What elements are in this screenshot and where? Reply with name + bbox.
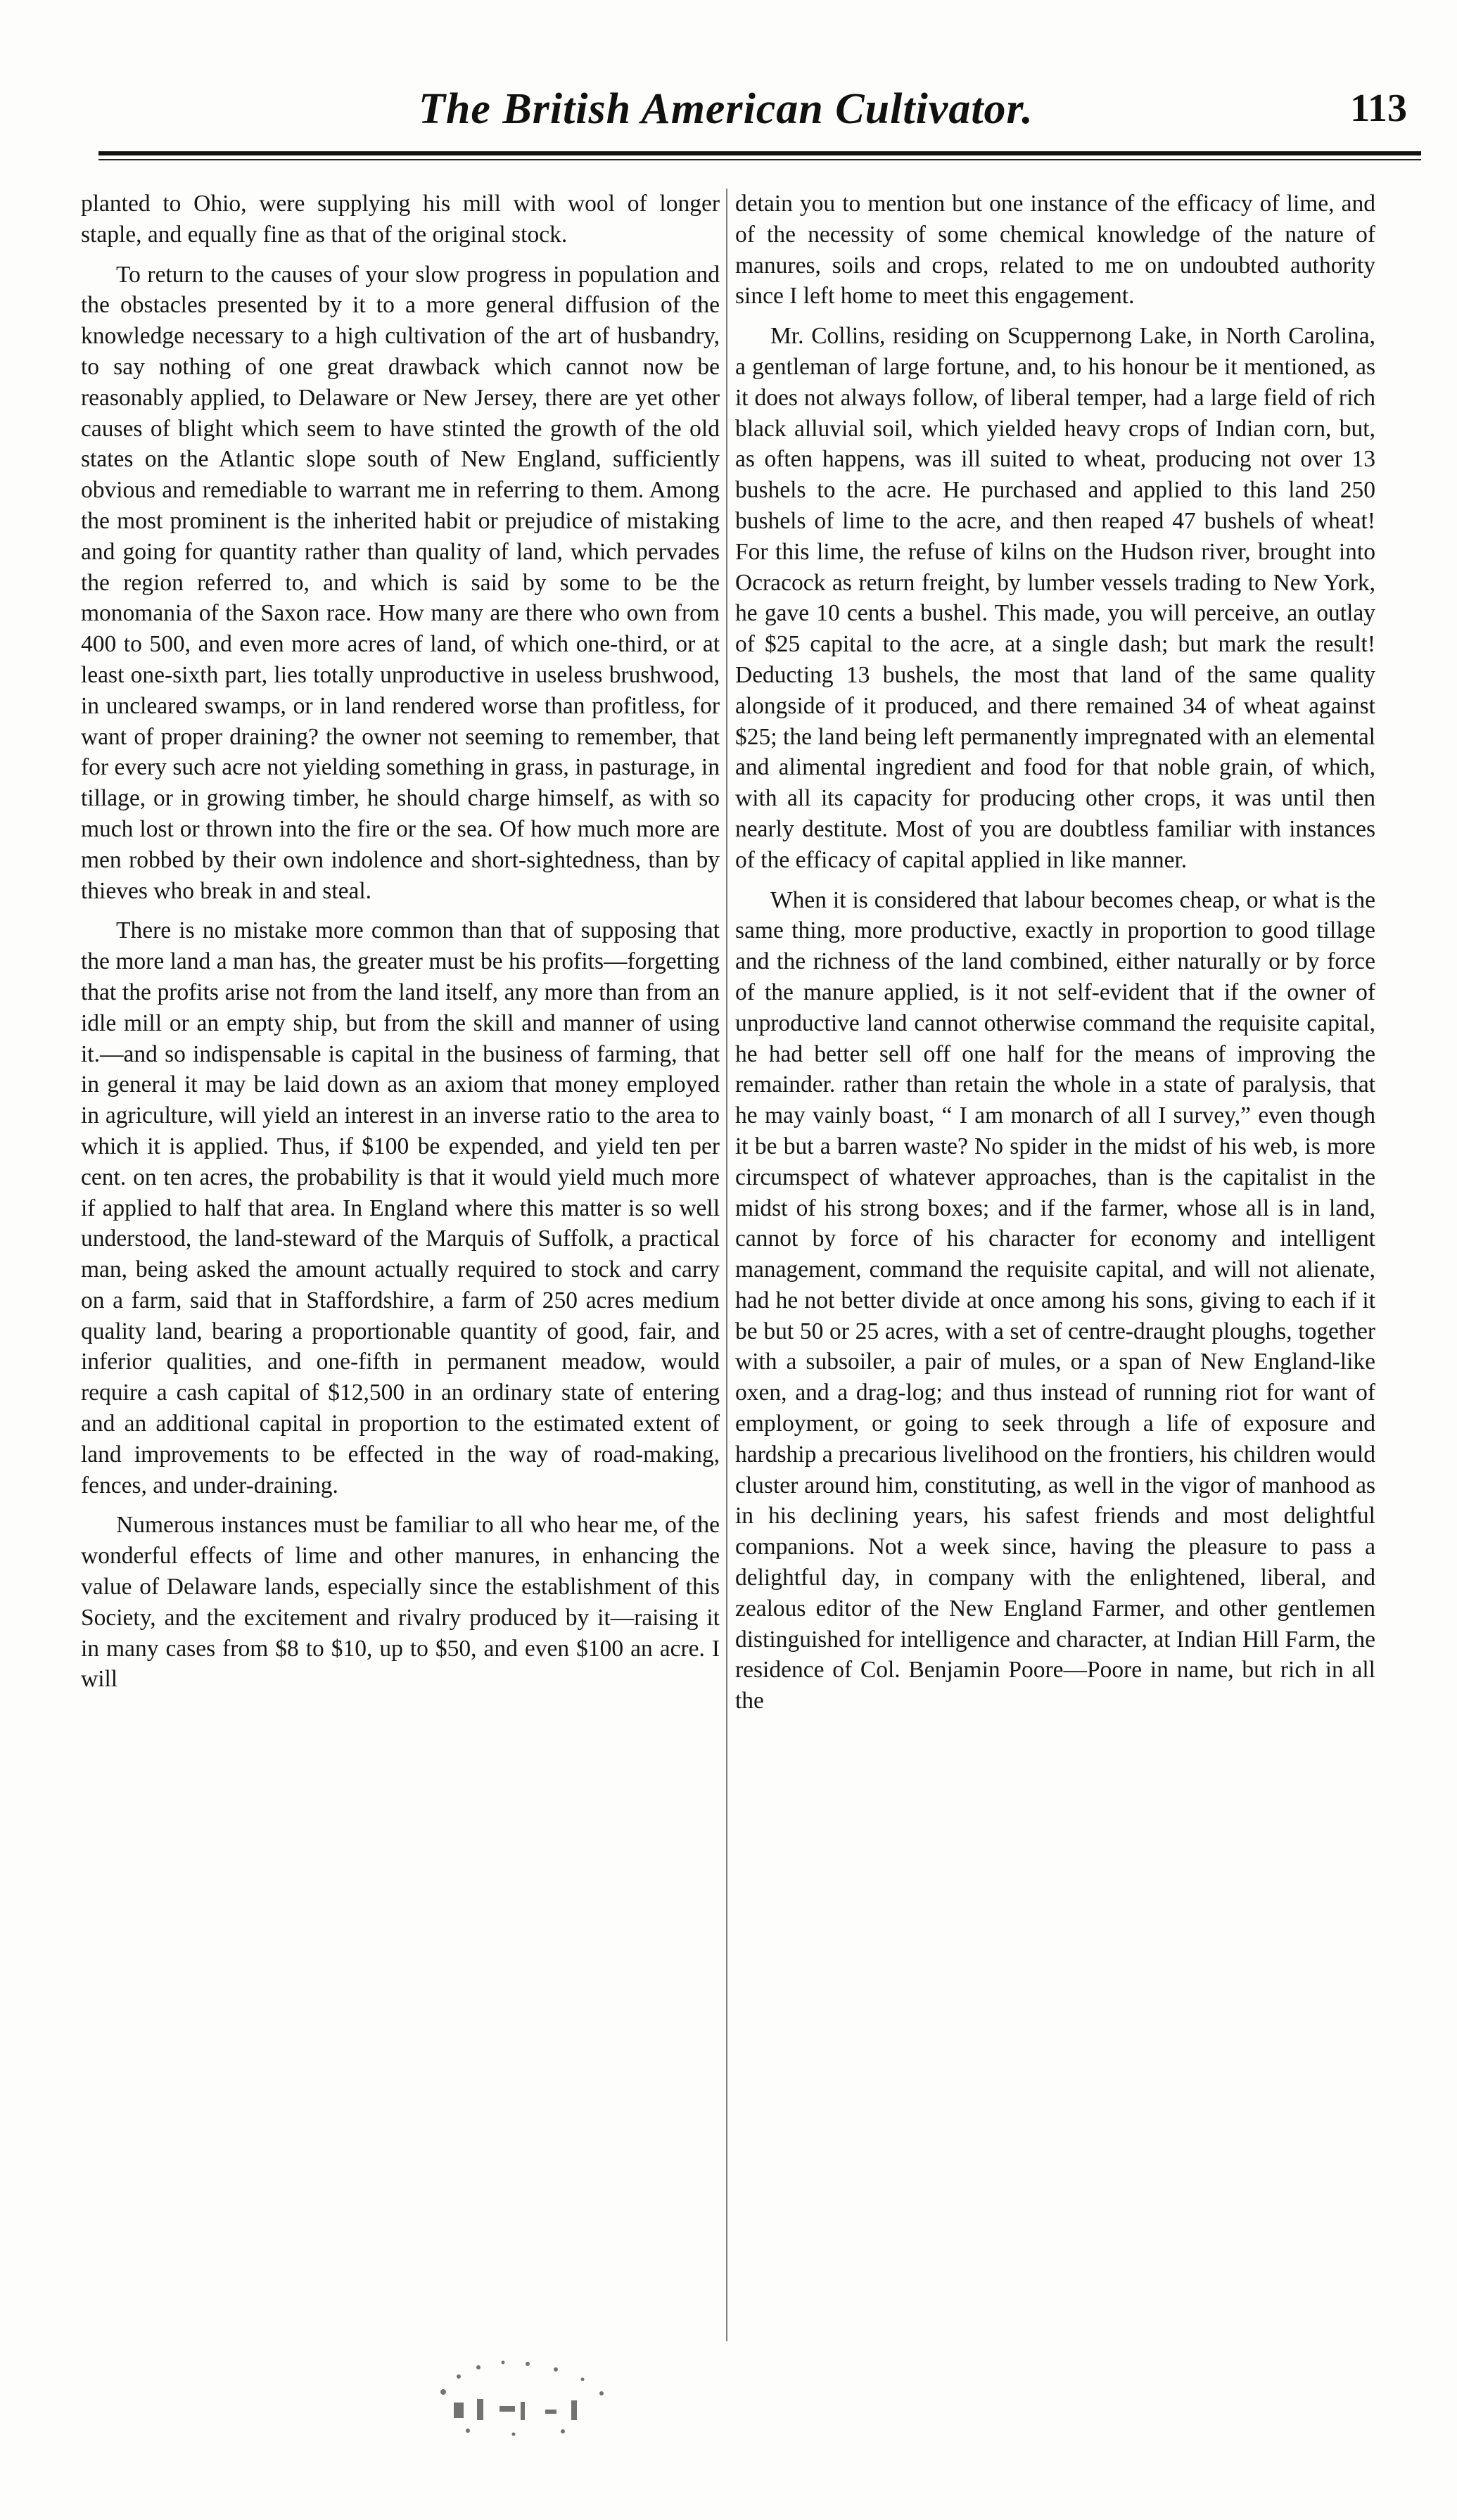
right-paragraph-3: When it is considered that labour becomes cheap, or what is the same thing, more productive, exactly in proportion to good tillage and the richness of the land combined, either naturally or by force of the manure applied, is it not self-evident that if the owner of unproductive land cannot otherwise command the requisite capital, he had better sell off one half for the means of improving the remainder. rather than retain the whole in a state of paralysis, that he may vainly boast, “ I am monarch of all I survey,” even though it be but a barren waste? No spider in the midst of his web, is more circumspect of whatever approaches, than is the capitalist in the midst of his strong boxes; and if the farmer, whose all is in land, cannot by force of his character for economy and intelligent management, command the requisite capital, and will not alienate, had he not better divide at once among his sons, giving to each if it be but 50 or 25 acres, with a set of centre-draught ploughs, together with a subsoiler, a pair of mules, or a span of New England-like oxen, and a drag-log; and thus instead of running riot for want of employment, or going to seek through a life of exposure and hardship a precarious livelihood on the frontiers, his children would cluster around him, constituting, as well in the vigor of manhood as in his declining years, his safest friends and most delightful companions. Not a week since, having the pleasure to pass a delightful day, in company with the enlightened, liberal, and zealous editor of the New England Farmer, and other gentlemen distinguished for intelligence and character, at Indian Hill Farm, the residence of Col. Benjamin Poore—Poore in name, but rich in all the	[735, 886, 1375, 1714]
left-paragraph-4: Numerous instances must be familiar to all who hear me, of the wonderful effects of lime and other manures, in enhancing the value of Delaware lands, especially since the establishment of this Society, and the excitement and rivalry produced by it—raising it in many cases from $8 to $10, up to $50, and even $100 an acre. I will	[81, 1512, 720, 1693]
page-header	[98, 84, 1421, 155]
column-divider	[726, 189, 727, 2341]
library-stamp-mark	[415, 2343, 647, 2455]
header-rule-thick	[98, 151, 1421, 155]
right-paragraph-1: detain you to mention but one instance of the efficacy of lime, and of the necessity of some chemical knowledge of the nature of manures, soils and crops, related to me on undoubted authority since I left home to meet this engagement.	[735, 191, 1375, 310]
header-rule-thin	[98, 159, 1421, 160]
left-column	[81, 189, 720, 2334]
right-paragraph-2: Mr. Collins, residing on Scuppernong Lake, in North Carolina, a gentleman of large fortune, and, to his honour be it mentioned, as it does not always follow, of liberal temper, had a large field of rich black alluvial soil, which yielded heavy crops of Indian corn, but, as often happens, was ill suited to wheat, producing not over 13 bushels to the acre. He purchased and applied to this land 250 bushels of lime to the acre, and then reaped 47 bushels of wheat! For this lime, the refuse of kilns on the Hudson river, brought into Ocracock as return freight, by lumber vessels trading to New York, he gave 10 cents a bushel. This made, you will perceive, an outlay of $25 capital to the acre, at a single dash; but mark the result! Deducting 13 bushels, the most that land of the same quality alongside of it produced, and there remained 34 of wheat against $25; the land being left permanently impregnated with an elemental and alimental ingredient and food for that noble grain, of which, with all its capacity for producing other crops, it was until then nearly destitute. Most of you are doubtless familiar with instances of the efficacy of capital applied in like manner.	[735, 323, 1375, 873]
right-column	[735, 189, 1375, 2334]
left-paragraph-2: To return to the causes of your slow progress in population and the obstacles presented by it to a more general diffusion of the knowledge necessary to a high cultivation of the art of husbandry, to say nothing of one great drawback which cannot now be reasonably applied, to Delaware or New Jersey, there are yet other causes of blight which seem to have stinted the growth of the old states on the Atlantic slope south of New England, sufficiently obvious and remediable to warrant me in referring to them. Among the most prominent is the inherited habit or prejudice of mistaking and going for quantity rather than quality of land, which pervades the region referred to, and which is said by some to be the monomania of the Saxon race. How many are there who own from 400 to 500, and even more acres of land, of which one-third, or at least one-sixth part, lies totally unproductive in useless brushwood, in uncleared swamps, or in land rendered worse than profitless, for want of proper draining? the owner not seeming to remember, that for every such acre not yielding something in grass, in pasturage, in tillage, or in growing timber, he should charge himself, as with so much lost or thrown into the fire or the sea. Of how much more are men robbed by their own indolence and short-sightedness, than by thieves who break in and steal.	[81, 261, 720, 904]
journal-title: The British American Cultivator.	[419, 85, 1033, 133]
page-number: 113	[1350, 87, 1407, 130]
left-paragraph-3: There is no mistake more common than that of supposing that the more land a man has, the greater must be his profits—forgetting that the profits arise not from the land itself, any more than from an idle mill or an empty ship, but from the skill and manner of using it.—and so indispensable is capital in the business of farming, that in general it may be laid down as an axiom that money employed in agriculture, will yield an interest in an inverse ratio to the area to which it is applied. Thus, if $100 be expended, and yield ten per cent. on ten acres, the probability is that it would yield much more if applied to half that area. In England where this matter is so well understood, the land-steward of the Marquis of Suffolk, a practical man, being asked the amount actually required to stock and carry on a farm, said that in Staffordshire, a farm of 250 acres medium quality land, bearing a proportionable quantity of good, fair, and inferior qualities, and one-fifth in permanent meadow, would require a cash capital of $12,500 in an ordinary state of entering and an additional capital in proportion to the estimated extent of land improvements to be effected in the way of road-making, fences, and under-draining.	[81, 917, 720, 1498]
left-paragraph-1: planted to Ohio, were supplying his mill with wool of longer staple, and equally fine as that of the original stock.	[81, 191, 720, 248]
